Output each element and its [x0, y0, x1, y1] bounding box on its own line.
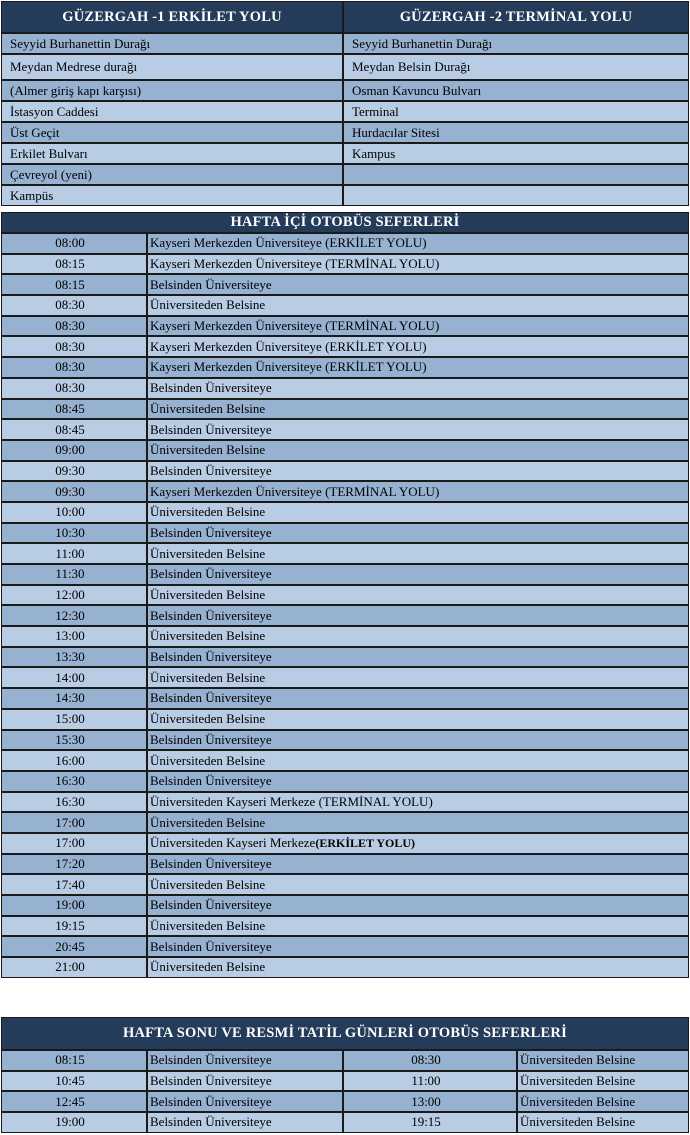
route-row — [1, 164, 689, 185]
trip-description-text: Belsinden Üniversiteye — [150, 855, 272, 871]
weekend-departure-desc: Belsinden Üniversiteye — [147, 1091, 343, 1112]
trip-time: 15:30 — [1, 730, 147, 751]
trip-description — [147, 957, 689, 978]
trip-description-text: Üniversiteden Belsine — [150, 669, 266, 685]
weekend-trip-row — [1, 1091, 689, 1112]
trip-description-text: Belsinden Üniversiteye — [150, 421, 272, 437]
trip-description-text: Üniversiteden Kayseri Merkeze — [150, 835, 316, 851]
weekend-return-time: 11:00 — [343, 1071, 517, 1092]
trip-description — [147, 812, 689, 833]
trip-time: 19:15 — [1, 916, 147, 937]
trip-description — [147, 771, 689, 792]
trip-description-text: Üniversiteden Belsine — [150, 711, 266, 727]
trip-description-text: Kayseri Merkezden Üniversiteye (ERKİLET YOLU) — [150, 235, 427, 251]
trip-description-text: Belsinden Üniversiteye — [150, 462, 272, 478]
trip-description-text: Belsinden Üniversiteye — [150, 773, 272, 789]
trip-description-text: Üniversiteden Belsine — [150, 752, 266, 768]
weekend-return-desc: Üniversiteden Belsine — [517, 1071, 689, 1092]
trip-time: 17:00 — [1, 812, 147, 833]
weekday-table — [1, 212, 689, 978]
trip-time: 10:00 — [1, 502, 147, 523]
weekday-title: HAFTA İÇİ OTOBÜS SEFERLERİ — [1, 212, 689, 233]
trip-time: 09:30 — [1, 461, 147, 482]
trip-time: 13:30 — [1, 647, 147, 668]
weekday-trip-row — [1, 440, 689, 461]
trip-description — [147, 605, 689, 626]
trip-time: 12:30 — [1, 605, 147, 626]
trip-time: 16:30 — [1, 771, 147, 792]
trip-description-text: Üniversiteden Belsine — [150, 297, 266, 313]
weekday-trip-row — [1, 626, 689, 647]
trip-description-text: Belsinden Üniversiteye — [150, 566, 272, 582]
trip-description — [147, 233, 689, 254]
trip-time: 08:30 — [1, 316, 147, 337]
trip-description — [147, 564, 689, 585]
trip-description-text: Belsinden Üniversiteye — [150, 897, 272, 913]
trip-description — [147, 792, 689, 813]
trip-description — [147, 274, 689, 295]
trip-description-text: Kayseri Merkezden Üniversiteye (ERKİLET YOLU) — [150, 338, 427, 354]
trip-description-text: Kayseri Merkezden Üniversiteye (ERKİLET YOLU) — [150, 359, 427, 375]
route-2-stop: Seyyid Burhanettin Durağı — [343, 33, 689, 54]
weekday-trip-row — [1, 357, 689, 378]
trip-time: 09:00 — [1, 440, 147, 461]
trip-description-text: Belsinden Üniversiteye — [150, 524, 272, 540]
weekend-return-time: 19:15 — [343, 1112, 517, 1133]
trip-description-text: Belsinden Üniversiteye — [150, 607, 272, 623]
weekday-trip-row — [1, 523, 689, 544]
route-2-stop: Kampus — [343, 143, 689, 164]
weekday-trip-row — [1, 667, 689, 688]
trip-description-text: Üniversiteden Belsine — [150, 876, 266, 892]
trip-time: 08:30 — [1, 336, 147, 357]
trip-time: 16:00 — [1, 750, 147, 771]
weekday-trip-row — [1, 419, 689, 440]
trip-time: 08:45 — [1, 419, 147, 440]
weekday-trip-row — [1, 254, 689, 275]
trip-time: 19:00 — [1, 895, 147, 916]
weekday-trip-row — [1, 399, 689, 420]
trip-time: 17:40 — [1, 874, 147, 895]
weekend-departure-desc: Belsinden Üniversiteye — [147, 1050, 343, 1071]
trip-description — [147, 730, 689, 751]
trip-time: 10:30 — [1, 523, 147, 544]
trip-description — [147, 647, 689, 668]
weekday-trip-row — [1, 688, 689, 709]
route-header-row — [1, 1, 689, 33]
route-1-stop: Çevreyol (yeni) — [1, 164, 343, 185]
weekday-trip-row — [1, 502, 689, 523]
trip-description — [147, 440, 689, 461]
trip-description-text: Belsinden Üniversiteye — [150, 938, 272, 954]
weekday-trip-row — [1, 605, 689, 626]
trip-description — [147, 502, 689, 523]
trip-time: 11:00 — [1, 543, 147, 564]
weekday-trip-row — [1, 295, 689, 316]
trip-description-text: Üniversiteden Belsine — [150, 442, 266, 458]
weekday-trip-row — [1, 336, 689, 357]
weekday-trip-row — [1, 854, 689, 875]
route-2-stop: Osman Kavuncu Bulvarı — [343, 80, 689, 101]
trip-time: 09:30 — [1, 481, 147, 502]
trip-description — [147, 688, 689, 709]
trip-description — [147, 378, 689, 399]
trip-time: 14:00 — [1, 667, 147, 688]
trip-time: 13:00 — [1, 626, 147, 647]
trip-time: 08:30 — [1, 357, 147, 378]
trip-description — [147, 523, 689, 544]
route-1-stop: Meydan Medrese durağı — [1, 54, 343, 80]
weekday-trip-row — [1, 481, 689, 502]
trip-time: 08:15 — [1, 254, 147, 275]
trip-time: 11:30 — [1, 564, 147, 585]
weekday-trip-row — [1, 233, 689, 254]
route-1-stop: İstasyon Caddesi — [1, 101, 343, 122]
route-2-stop: Terminal — [343, 101, 689, 122]
trip-description — [147, 833, 689, 854]
trip-time: 08:30 — [1, 295, 147, 316]
route-table — [1, 1, 689, 206]
trip-time: 08:30 — [1, 378, 147, 399]
weekday-trip-row — [1, 771, 689, 792]
route-1-stop: Üst Geçit — [1, 122, 343, 143]
trip-description-text: Üniversiteden Belsine — [150, 504, 266, 520]
trip-description — [147, 750, 689, 771]
route-row — [1, 80, 689, 101]
trip-description-text: Üniversiteden Belsine — [150, 587, 266, 603]
trip-time: 16:30 — [1, 792, 147, 813]
weekday-trip-row — [1, 316, 689, 337]
trip-time: 17:00 — [1, 833, 147, 854]
trip-description-text: Üniversiteden Belsine — [150, 959, 266, 975]
weekend-title: HAFTA SONU VE RESMİ TATİL GÜNLERİ OTOBÜS SEFERLERİ — [1, 1017, 689, 1050]
weekend-departure-time: 12:45 — [1, 1091, 147, 1112]
route-row — [1, 33, 689, 54]
weekday-trip-row — [1, 709, 689, 730]
trip-description — [147, 336, 689, 357]
route-1-stop: Erkilet Bulvarı — [1, 143, 343, 164]
route-1-header: GÜZERGAH -1 ERKİLET YOLU — [1, 1, 343, 33]
weekday-trip-row — [1, 957, 689, 978]
trip-description-text: Üniversiteden Kayseri Merkeze (TERMİNAL YOLU) — [150, 793, 433, 809]
weekend-return-desc: Üniversiteden Belsine — [517, 1091, 689, 1112]
weekday-trip-row — [1, 792, 689, 813]
trip-description-text: Üniversiteden Belsine — [150, 814, 266, 830]
trip-description-text: Kayseri Merkezden Üniversiteye (TERMİNAL YOLU) — [150, 256, 440, 272]
trip-description-text: Üniversiteden Belsine — [150, 400, 266, 416]
weekday-trip-row — [1, 378, 689, 399]
weekend-return-time: 13:00 — [343, 1091, 517, 1112]
trip-time: 08:45 — [1, 399, 147, 420]
weekend-trip-row — [1, 1050, 689, 1071]
weekday-trip-row — [1, 564, 689, 585]
trip-route-note: (ERKİLET YOLU) — [315, 835, 416, 850]
weekend-return-time: 08:30 — [343, 1050, 517, 1071]
trip-description-text: Belsinden Üniversiteye — [150, 690, 272, 706]
trip-description — [147, 667, 689, 688]
trip-description-text: Belsinden Üniversiteye — [150, 649, 272, 665]
trip-description — [147, 254, 689, 275]
trip-time: 15:00 — [1, 709, 147, 730]
trip-description — [147, 399, 689, 420]
weekend-trip-row — [1, 1071, 689, 1092]
route-2-stop: Hurdacılar Sitesi — [343, 122, 689, 143]
weekend-departure-desc: Belsinden Üniversiteye — [147, 1071, 343, 1092]
trip-description-text: Belsinden Üniversiteye — [150, 380, 272, 396]
weekend-trip-row — [1, 1112, 689, 1133]
weekday-trip-row — [1, 895, 689, 916]
trip-description — [147, 357, 689, 378]
trip-description — [147, 481, 689, 502]
trip-description — [147, 419, 689, 440]
route-row — [1, 143, 689, 164]
trip-description-text: Kayseri Merkezden Üniversiteye (TERMİNAL YOLU) — [150, 318, 440, 334]
trip-description-text: Üniversiteden Belsine — [150, 628, 266, 644]
weekday-trip-row — [1, 812, 689, 833]
trip-description — [147, 709, 689, 730]
weekend-header-row — [1, 1017, 689, 1050]
trip-time: 08:00 — [1, 233, 147, 254]
trip-time: 14:30 — [1, 688, 147, 709]
weekend-departure-time: 10:45 — [1, 1071, 147, 1092]
trip-description-text: Kayseri Merkezden Üniversiteye (TERMİNAL YOLU) — [150, 483, 440, 499]
trip-description — [147, 626, 689, 647]
weekday-trip-row — [1, 274, 689, 295]
route-2-header: GÜZERGAH -2 TERMİNAL YOLU — [343, 1, 689, 33]
weekend-return-desc: Üniversiteden Belsine — [517, 1112, 689, 1133]
route-1-stop: Kampüs — [1, 185, 343, 206]
trip-time: 17:20 — [1, 854, 147, 875]
route-2-stop — [343, 164, 689, 185]
route-row — [1, 185, 689, 206]
weekend-departure-time: 19:00 — [1, 1112, 147, 1133]
trip-description — [147, 295, 689, 316]
weekend-table — [1, 1017, 689, 1133]
route-1-stop: (Almer giriş kapı karşısı) — [1, 80, 343, 101]
weekday-header-row — [1, 212, 689, 233]
weekday-trip-row — [1, 874, 689, 895]
weekday-trip-row — [1, 647, 689, 668]
trip-description — [147, 895, 689, 916]
trip-description — [147, 936, 689, 957]
trip-description — [147, 874, 689, 895]
trip-description — [147, 316, 689, 337]
trip-time: 08:15 — [1, 274, 147, 295]
route-1-stop: Seyyid Burhanettin Durağı — [1, 33, 343, 54]
weekday-trip-row — [1, 916, 689, 937]
weekday-trip-row — [1, 936, 689, 957]
route-2-stop: Meydan Belsin Durağı — [343, 54, 689, 80]
trip-description — [147, 543, 689, 564]
weekday-trip-row — [1, 585, 689, 606]
weekday-trip-row — [1, 750, 689, 771]
weekend-departure-time: 08:15 — [1, 1050, 147, 1071]
trip-description-text: Belsinden Üniversiteye — [150, 276, 272, 292]
trip-description-text: Üniversiteden Belsine — [150, 918, 266, 934]
weekday-trip-row — [1, 730, 689, 751]
trip-description-text: Üniversiteden Belsine — [150, 545, 266, 561]
weekend-departure-desc: Belsinden Üniversiteye — [147, 1112, 343, 1133]
trip-description — [147, 461, 689, 482]
weekday-trip-row — [1, 833, 689, 854]
route-row — [1, 101, 689, 122]
trip-description-text: Belsinden Üniversiteye — [150, 731, 272, 747]
trip-time: 12:00 — [1, 585, 147, 606]
trip-description — [147, 854, 689, 875]
trip-description — [147, 916, 689, 937]
weekday-trip-row — [1, 461, 689, 482]
route-2-stop — [343, 185, 689, 206]
weekend-return-desc: Üniversiteden Belsine — [517, 1050, 689, 1071]
route-row — [1, 122, 689, 143]
route-row — [1, 54, 689, 80]
trip-time: 20:45 — [1, 936, 147, 957]
trip-description — [147, 585, 689, 606]
weekday-trip-row — [1, 543, 689, 564]
trip-time: 21:00 — [1, 957, 147, 978]
